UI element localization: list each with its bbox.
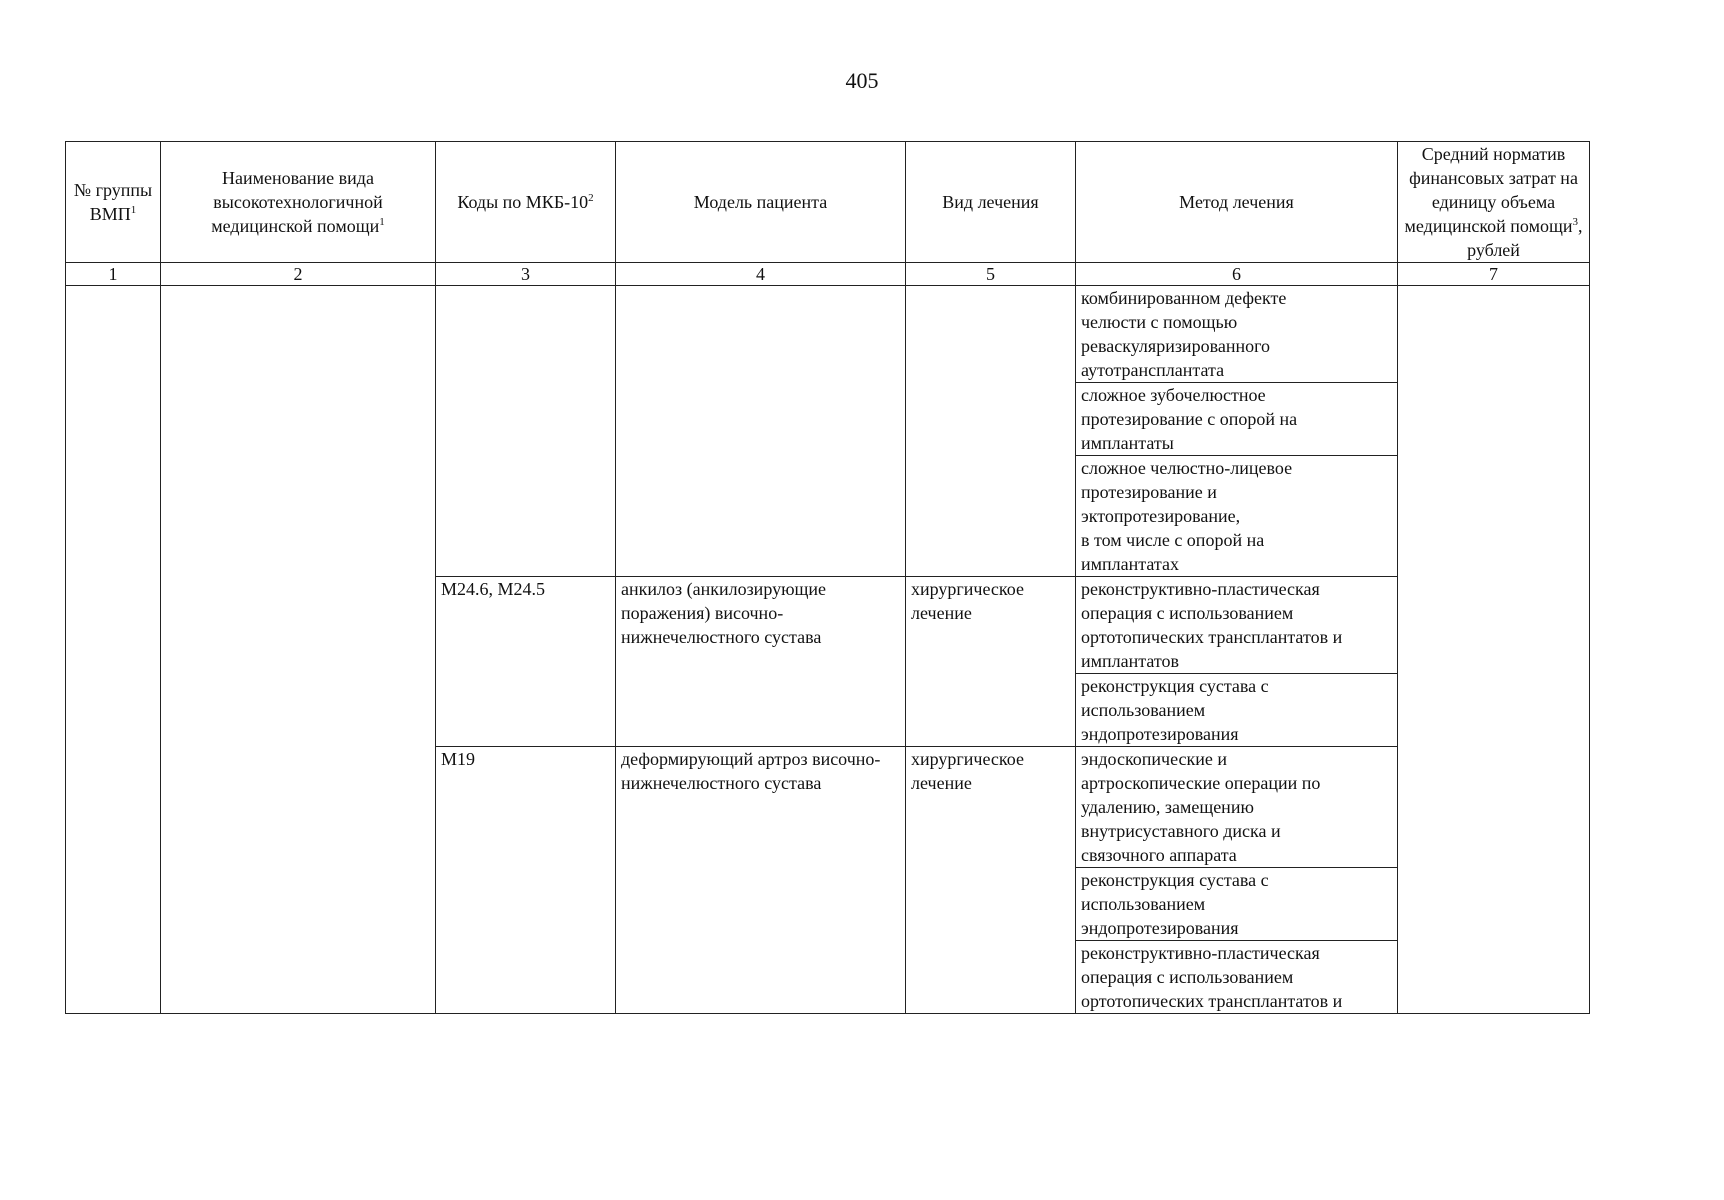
patient-model-cell: деформирующий артроз височно-нижнечелюстного сустава: [616, 747, 906, 1014]
header-patient-model: Модель пациента: [616, 142, 906, 263]
treatment-method-cell: эндоскопические и артроскопические операции по удалению, замещению внутрисуставного диска и связочного аппарата: [1076, 747, 1398, 868]
header-group-number: № группы ВМП$^1$: [66, 142, 161, 263]
header-treatment-type: Вид лечения: [906, 142, 1076, 263]
treatment-method-cell: сложное зубочелюстное протезирование с опорой на имплантаты: [1076, 383, 1398, 456]
care-type-name-cell: [161, 286, 436, 1014]
financial-norm-cell: [1398, 286, 1590, 1014]
icd-codes-cell: M19: [436, 747, 616, 1014]
icd-codes-cell: [436, 286, 616, 577]
column-number: 3: [436, 263, 616, 286]
treatment-method-cell: сложное челюстно-лицевое протезирование и эктопротезирование, в том числе с опорой на имплантатах: [1076, 456, 1398, 577]
header-care-type-name: Наименование вида высокотехнологичной медицинской помощи$^1$: [161, 142, 436, 263]
group-number-cell: [66, 286, 161, 1014]
treatment-method-cell: реконструктивно-пластическая операция с использованием ортотопических трансплантатов и: [1076, 941, 1398, 1014]
treatment-type-cell: хирургическое лечение: [906, 577, 1076, 747]
treatment-type-cell: хирургическое лечение: [906, 747, 1076, 1014]
column-number: 5: [906, 263, 1076, 286]
header-icd-codes: Коды по МКБ-$10^2$: [436, 142, 616, 263]
treatment-method-cell: реконструкция сустава с использованием эндопротезирования: [1076, 868, 1398, 941]
treatment-method-cell: реконструкция сустава с использованием эндопротезирования: [1076, 674, 1398, 747]
header-financial-norm: Средний норматив финансовых затрат на единицу объема медицинской помощи$^3$, рублей: [1398, 142, 1590, 263]
page-number: 405: [845, 68, 879, 93]
patient-model-cell: [616, 286, 906, 577]
treatment-type-cell: [906, 286, 1076, 577]
icd-codes-cell: M24.6, M24.5: [436, 577, 616, 747]
treatment-method-cell: комбинированном дефекте челюсти с помощью реваскуляризированного аутотрансплантата: [1076, 286, 1398, 383]
column-number: 2: [161, 263, 436, 286]
column-number: 1: [66, 263, 161, 286]
column-number: 7: [1398, 263, 1590, 286]
patient-model-cell: анкилоз (анкилозирующие поражения) височно-нижнечелюстного сустава: [616, 577, 906, 747]
column-number: 4: [616, 263, 906, 286]
medical-care-table: [65, 141, 1590, 1014]
treatment-method-cell: реконструктивно-пластическая операция с использованием ортотопических трансплантатов и имплантатов: [1076, 577, 1398, 674]
column-number: 6: [1076, 263, 1398, 286]
header-treatment-method: Метод лечения: [1076, 142, 1398, 263]
